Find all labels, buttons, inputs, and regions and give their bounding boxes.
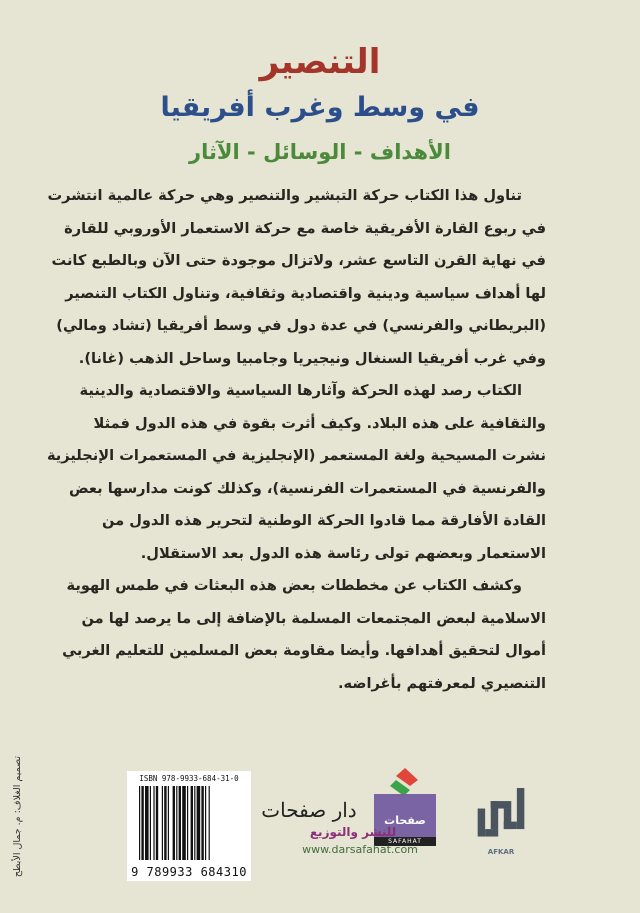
blurb-line: أموال لتحقيق أهدافها. وأيضا مقاومة بعض المسلمين للتعليم الغربي bbox=[62, 642, 546, 659]
ean-number: 9 789933 684310 bbox=[131, 865, 247, 879]
blurb-line: لها أهداف سياسية ودينية واقتصادية وثقافية، وتناول الكتاب التنصير bbox=[65, 284, 546, 302]
blurb-line: الاستعمار وبعضهم تولى رئاسة هذه الدول بعد الاستقلال. bbox=[140, 544, 546, 562]
blurb-line: تناول هذا الكتاب حركة التبشير والتنصير وهي حركة عالمية انتشرت bbox=[47, 187, 522, 204]
barcode-bar bbox=[145, 786, 149, 860]
blurb-line: وفي غرب أفريقيا السنغال ونيجيريا وجامبيا وساحل الذهب (غانا). bbox=[78, 349, 546, 367]
barcode-bar bbox=[164, 786, 166, 860]
barcode-bar bbox=[197, 786, 201, 860]
blurb-line: والثقافية على هذه البلاد. وكيف أثرت بقوة في هذه الدول فمثلا bbox=[93, 414, 546, 432]
barcode-bar bbox=[179, 786, 181, 860]
barcode-bar bbox=[209, 786, 210, 860]
blurb-line: نشرت المسيحية ولغة المستعمر (الإنجليزية في المستعمرات الإنجليزية bbox=[46, 447, 546, 464]
barcode-bar bbox=[176, 786, 177, 860]
barcode-bar bbox=[187, 786, 188, 860]
blurb-line: في ربوع القارة الأفريقية خاصة مع حركة الاستعمار الأوروبي للقارة bbox=[64, 219, 546, 237]
barcode-bar bbox=[201, 786, 203, 860]
blurb-line: الاسلامية لبعض المجتمعات المسلمة بالإضافة إلى ما يرصد لها من bbox=[81, 609, 546, 627]
book-title: التنصير bbox=[259, 42, 381, 82]
barcode-bar bbox=[162, 786, 163, 860]
book-tagline: الأهداف - الوسائل - الآثار bbox=[189, 140, 451, 164]
credit-text: تصميم الغلاف: م. جمال الأبطح bbox=[12, 756, 23, 878]
publisher-name: دار صفحات bbox=[261, 798, 357, 822]
imprint-label: AFKAR bbox=[487, 848, 515, 856]
barcode-bar bbox=[168, 786, 169, 860]
afkar-logo-icon bbox=[476, 788, 526, 844]
barcode-bar bbox=[191, 786, 193, 860]
blurb-line: القادة الأفارقة مما قادوا الحركة الوطنية لتحرير هذه الدول من bbox=[101, 512, 546, 529]
publisher-logo-arabic: صفحات bbox=[384, 814, 426, 827]
book-subtitle: في وسط وغرب أفريقيا bbox=[160, 92, 480, 123]
barcode-icon bbox=[139, 786, 239, 860]
barcode-bar bbox=[182, 786, 186, 860]
cover-design-credit bbox=[8, 756, 28, 880]
blurb bbox=[46, 180, 546, 700]
isbn-barcode bbox=[127, 771, 251, 881]
barcode-bar bbox=[139, 786, 140, 860]
publisher-logo-english: SAFAHAT bbox=[374, 837, 436, 846]
blurb-line: التنصيري لمعرفتهم بأغراضه. bbox=[337, 674, 546, 692]
publisher-url: www.darsafahat.com bbox=[302, 843, 418, 856]
barcode-bar bbox=[173, 786, 175, 860]
isbn-text: ISBN 978-9933-684-31-0 bbox=[139, 774, 239, 783]
barcode-bar bbox=[194, 786, 195, 860]
barcode-bar bbox=[205, 786, 206, 860]
blurb-line: الكتاب رصد لهذه الحركة وآثارها السياسية والاقتصادية والدينية bbox=[79, 382, 522, 399]
barcode-bar bbox=[156, 786, 158, 860]
blurb-line: والفرنسية في المستعمرات الفرنسية)، وكذلك كونت مدارسها بعض bbox=[69, 479, 546, 497]
blurb-line: في نهاية القرن التاسع عشر، ولاتزال موجودة حتى الآن وبالطبع كانت bbox=[51, 252, 546, 269]
blurb-line: (البريطاني والفرنسي) في عدة دول في وسط أفريقيا (تشاد ومالي) bbox=[56, 317, 546, 334]
barcode-bar bbox=[141, 786, 143, 860]
barcode-bar bbox=[150, 786, 151, 860]
barcode-bar bbox=[153, 786, 154, 860]
blurb-line: وكشف الكتاب عن مخططات بعض هذه البعثات في طمس الهوية bbox=[66, 577, 522, 594]
publisher-tagline: للنشر والتوزيع bbox=[309, 825, 397, 839]
